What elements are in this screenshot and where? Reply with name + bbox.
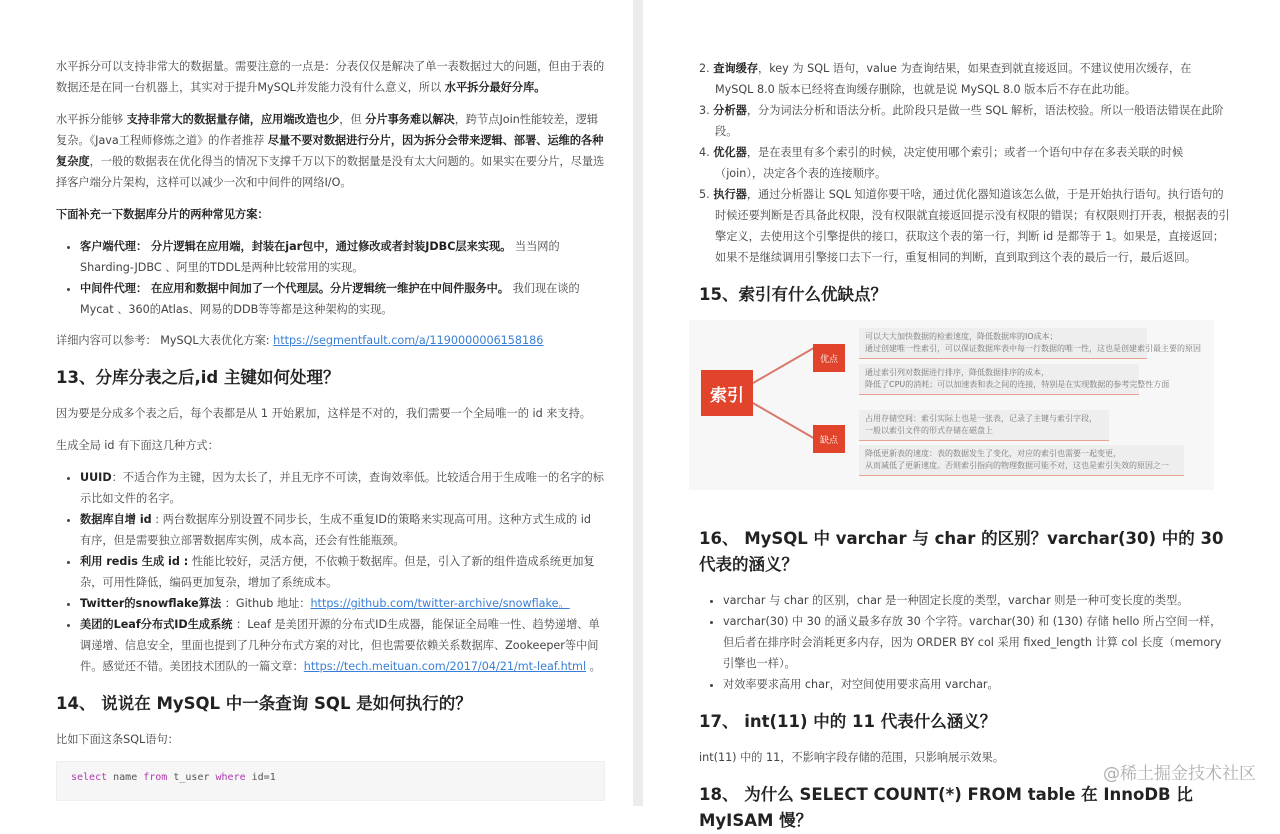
keyword: from: [143, 772, 168, 783]
list-item: [80, 593, 605, 614]
cons-leaf: [859, 445, 1184, 476]
text: ，一般的数据表在优化得当的情况下支撑千万以下的数据量是没有太大问题的。如果实在要分片，尽量选择客户端分片架构，这样可以减少一次和中间件的网络I/O。: [56, 155, 605, 189]
heading-18: 18、 为什么 SELECT COUNT(*) FROM table 在 InnoDB 比 MyISAM 慢？: [699, 785, 1193, 830]
paragraph: int(11) 中的 11，不影响字段存储的范围，只影响展示效果。: [699, 751, 1005, 764]
list-item: [80, 551, 605, 593]
bold-text: 水平拆分最好分库。: [444, 81, 546, 94]
bold-text: 美团的Leaf分布式ID生成系统: [80, 618, 233, 631]
pros-node: 优点: [813, 344, 845, 372]
list-item: [699, 142, 1230, 184]
text: ，是在表里有多个索引的时候，决定使用哪个索引；或者一个语句中存在多表关联的时候（join），决定各个表的连接顺序。: [715, 146, 1184, 180]
text: ：Github 地址：: [221, 597, 311, 610]
text: 当当网的 Sharding-JDBC 、阿里的TDDL是两种比较常用的实现。: [80, 240, 560, 274]
left-page: [0, 0, 633, 806]
list-item: • varchar(30) 中 30 的涵义最多存放 30 个字符。varchar(30) 和 (130) 存储 hello 所占空间一样，但后者在排序时会消耗更多内存，因为 ORDER BY col 采用 fixed_length 计算 col 长度（memory 引擎也一样）。: [723, 611, 1230, 674]
paragraph: 因为要是分成多个表之后，每个表都是从 1 开始累加，这样是不对的，我们需要一个全局唯一的 id 来支持。: [56, 407, 591, 420]
leaf-line: 一般以索引文件的形式存储在磁盘上: [865, 426, 993, 435]
bold-text: 中间件代理： 在应用和数据中间加了一个代理层。分片逻辑统一维护在中间件服务中。: [80, 282, 510, 295]
code-text: id=1: [245, 772, 276, 783]
text: 详细内容可以参考： MySQL大表优化方案:: [56, 334, 274, 347]
page-divider: [633, 0, 643, 806]
list-item: [699, 58, 1230, 100]
list-item: • varchar 与 char 的区别，char 是一种固定长度的类型，varchar 则是一种可变长度的类型。: [723, 590, 1230, 611]
list-item: [80, 236, 605, 278]
text: ：不适合作为主键，因为太长了，并且无序不可读，查询效率低。比较适合用于生成唯一的名字的标示比如文件的名字。: [80, 471, 604, 505]
mindmap-root: 索引: [701, 370, 753, 416]
text: ，但: [339, 113, 366, 126]
bold-text: 数据库自增 id: [80, 513, 152, 526]
sharding-list: [80, 236, 605, 320]
heading-14: 14、 说说在 MySQL 中一条查询 SQL 是如何执行的？: [56, 694, 472, 713]
bold-text: Twitter的snowflake算法: [80, 597, 222, 610]
bold-text: 下面补充一下数据库分片的两种常见方案：: [56, 208, 269, 221]
cons-node: 缺点: [813, 425, 845, 453]
bold-text: UUID: [80, 471, 112, 484]
step-number: 3.: [699, 104, 710, 117]
bold-text: 优化器: [713, 146, 747, 159]
text: : 两台数据库分别设置不同步长，生成不重复ID的策略来实现高可用。这种方式生成的 id 有序，但是需要独立部署数据库实例，成本高，还会有性能瓶颈。: [80, 513, 592, 547]
list-item: [80, 509, 605, 551]
bold-text: 分片事务难以解决: [365, 113, 455, 126]
bold-text: 利用 redis 生成 id :: [80, 555, 189, 568]
list-item: [80, 614, 605, 677]
paragraph: 生成全局 id 有下面这几种方式：: [56, 439, 219, 452]
text: 性能比较好，灵活方便，不依赖于数据库。但是，引入了新的组件造成系统更加复杂，可用性降低，编码更加复杂，增加了系统成本。: [80, 555, 595, 589]
pros-leaf: [859, 328, 1201, 359]
bold-text: 支持非常大的数据量存储，应用端改造也少: [126, 113, 340, 126]
code-text: name: [107, 772, 144, 783]
leaf-line: 降低了CPU的消耗；可以加速表和表之间的连接，特别是在实现数据的参考完整性方面: [865, 380, 1170, 389]
connector: [753, 346, 816, 383]
leaf-line: 可以大大加快数据的检索速度，降低数据库的IO成本；: [865, 332, 1058, 341]
list-item: [80, 278, 605, 320]
heading-16: 16、 MySQL 中 varchar 与 char 的区别？varchar(30) 中的 30 代表的涵义？: [699, 529, 1224, 574]
text: 水平拆分能够: [56, 113, 127, 126]
bold-text: 查询缓存: [713, 62, 759, 75]
paragraph: [56, 56, 605, 98]
list-item: [699, 184, 1230, 268]
execution-steps: [699, 58, 1230, 268]
keyword: select: [71, 772, 108, 783]
index-mindmap: [689, 320, 1214, 490]
text: ，跨节点Join性能较差，逻辑复杂。《Java工程师修炼之道》的作者推荐: [56, 113, 599, 147]
cons-leaf: [859, 410, 1109, 441]
pros-leaf: [859, 364, 1170, 395]
leaf-line: 降低更新表的速度：表的数据发生了变化，对应的索引也需要一起变更，: [865, 449, 1121, 458]
leaf-line: 占用存储空间：索引实际上也是一张表，记录了主键与索引字段，: [865, 414, 1097, 423]
text: ：Leaf 是美团开源的分布式ID生成器，能保证全局唯一性、趋势递增、单调递增、信息安全，里面也提到了几种分布式方案的对比，但也需要依赖关系数据库、Zookeeper等中间件。感觉还不错。美团技术团队的一篇文章：: [80, 618, 600, 673]
bold-text: 分析器: [713, 104, 747, 117]
text: 我们现在谈的 Mycat 、360的Atlas、网易的DDB等等都是这种架构的实现。: [80, 282, 580, 316]
snowflake-link[interactable]: https://github.com/twitter-archive/snowflake。: [310, 597, 570, 610]
text: ，分为词法分析和语法分析。此阶段只是做一些 SQL 解析，语法校验。所以一般语法错误在此阶段。: [715, 104, 1224, 138]
paragraph: [56, 109, 605, 193]
leaf-line: 从而减低了更新速度。否则索引指向的物理数据可能不对，这也是索引失效的原因之一: [865, 461, 1169, 470]
text: 。: [586, 660, 601, 673]
reference-link[interactable]: https://segmentfault.com/a/1190000006158186: [273, 334, 544, 347]
heading-13: 13、分库分表之后,id 主键如何处理？: [56, 368, 340, 387]
leaf-line: 通过索引列对数据进行排序，降低数据排序的成本，: [865, 368, 1049, 377]
paragraph: [56, 330, 605, 351]
code-text: t_user: [167, 772, 216, 783]
heading-17: 17、 int(11) 中的 11 代表什么涵义？: [699, 712, 997, 731]
leaf-line: 通过创建唯一性索引，可以保证数据库表中每一行数据的唯一性，这也是创建索引最主要的原因: [865, 344, 1201, 353]
text: ，key 为 SQL 语句，value 为查询结果，如果查到就直接返回。不建议使用次缓存，在 MySQL 8.0 版本已经将查询缓存删除，也就是说 MySQL 8.0 版本后不存在此功能。: [715, 62, 1192, 96]
list-item: [80, 467, 605, 509]
bold-text: 尽量不要对数据进行分片，因为拆分会带来逻辑、部署、运维的各种复杂度: [56, 134, 604, 168]
text: ，通过分析器让 SQL 知道你要干啥，通过优化器知道该怎么做，于是开始执行语句。执行语句的时候还要判断是否具备此权限，没有权限就直接返回提示没有权限的错误；有权限则打开表，根据表的引擎定义，去使用这个引擎提供的接口，获取这个表的第一行，判断 id 是都等于 1。如果是，直接返回；如果不是继续调用引擎接口去下一行，重复相同的判断，直到取到这个表的最后一行，最后返回。: [715, 188, 1230, 264]
heading-15: 15、索引有什么优缺点？: [699, 285, 887, 304]
keyword: where: [215, 772, 246, 783]
varchar-list: [723, 590, 1230, 695]
watermark: @稀土掘金技术社区: [1103, 764, 1256, 784]
id-list: [80, 467, 605, 677]
leaf-link[interactable]: https://tech.meituan.com/2017/04/21/mt-leaf.html: [303, 660, 587, 673]
step-number: 5.: [699, 188, 710, 201]
text: 水平拆分可以支持非常大的数据量。需要注意的一点是：分表仅仅是解决了单一表数据过大的问题，但由于表的数据还是在同一台机器上，其实对于提升MySQL并发能力没有什么意义，所以: [56, 60, 605, 94]
step-number: 2.: [699, 62, 710, 75]
paragraph: [56, 204, 605, 225]
step-number: 4.: [699, 146, 710, 159]
paragraph: 比如下面这条SQL语句：: [56, 733, 179, 746]
bold-text: 执行器: [713, 188, 747, 201]
list-item: [699, 100, 1230, 142]
code-block: [56, 761, 605, 801]
connector: [753, 402, 816, 439]
bold-text: 客户端代理： 分片逻辑在应用端，封装在jar包中，通过修改或者封装JDBC层来实现。: [80, 240, 512, 253]
right-page: [643, 0, 1280, 830]
list-item: • 对效率要求高用 char，对空间使用要求高用 varchar。: [723, 674, 1230, 695]
